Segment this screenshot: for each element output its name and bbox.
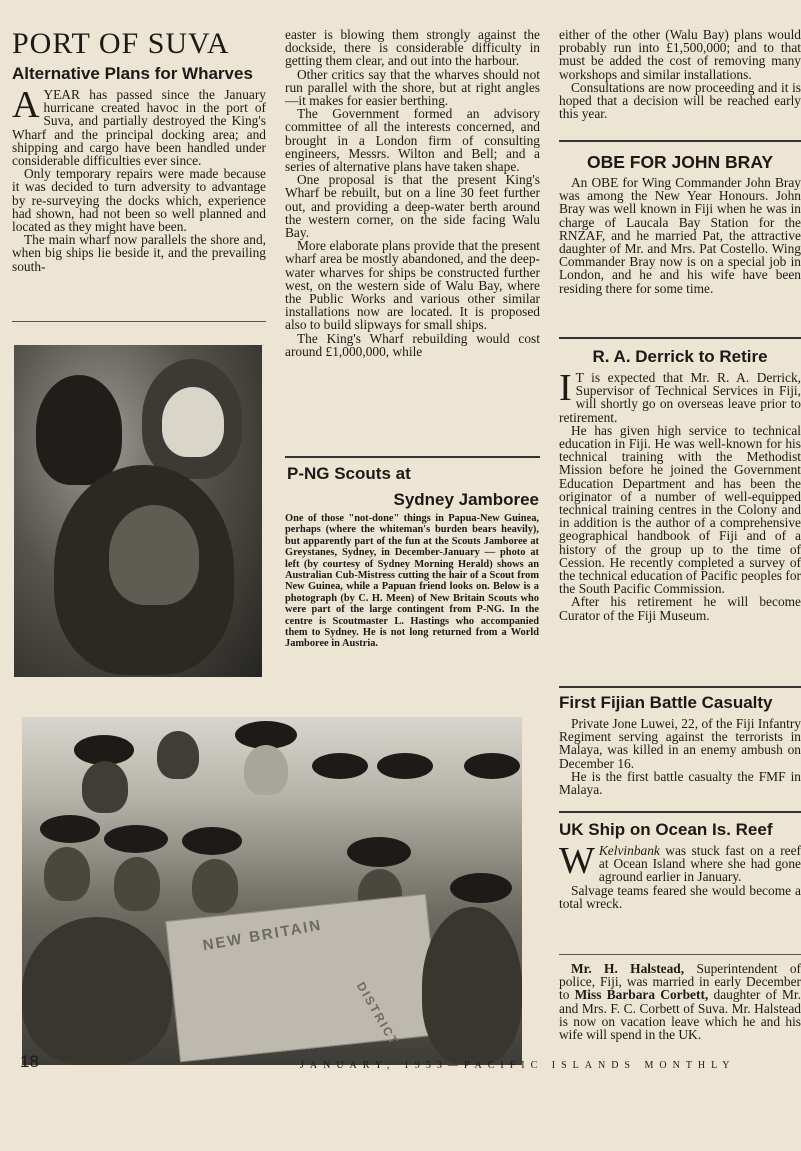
halstead-name: Mr. H. Halstead,: [571, 961, 685, 976]
scout-hat: [450, 873, 512, 903]
suva-paragraph-2: Only temporary repairs were made because it was decided to turn adversity to advantage by re-surveying the docks which, experience had shown, had not been so well planned and located as they might have been.: [12, 166, 266, 235]
section-divider: [559, 811, 801, 813]
section-divider: [285, 456, 540, 458]
scout-figure: [36, 375, 122, 485]
scouts-left-group: [22, 917, 172, 1065]
ukship-headline: UK Ship on Ocean Is. Reef: [559, 820, 773, 839]
obe-headline: OBE FOR JOHN BRAY: [586, 152, 774, 172]
haircut-photo: [14, 345, 262, 677]
casualty-paragraph-1: Private Jone Luwei, 22, of the Fiji Infantry Regiment serving against the terrorists in Malaya, was killed in an enemy ambush on December 16.: [559, 716, 801, 771]
derrick-dropcap: I: [559, 367, 572, 409]
halstead-paragraph: Mr. H. Halstead, Superintendent of police, Fiji, was married in early December to Miss Barbara Corbett, daughter of Mr. and Mrs. F. C. Corbett of Suva. Mr. Halstead is now on vacation leave which he and his wife will spend in the UK.: [559, 961, 801, 1043]
ukship-paragraph-2: Salvage teams feared she would become a total wreck.: [559, 882, 801, 911]
suva-paragraph-6: The Government formed an advisory committee of all the interests concerned, and brought in a London firm of consulting engineers, Messrs. Wilton and Bell; and a series of alternative plans have taken shape.: [285, 106, 540, 175]
suva-paragraph-8: More elaborate plans provide that the present wharf area be mostly abandoned, and the deep-water wharves for ships be constructed further west, on the western side of Walu Bay, where the Public Works and various other similar installations now are located. It is proposed also to build slipways for small ships.: [285, 238, 540, 333]
ukship-article: [559, 820, 801, 910]
obe-article: [559, 152, 801, 295]
scouts-headline-line2: Sydney Jamboree: [393, 490, 539, 509]
scouts-headline: [287, 464, 539, 510]
flag-lettering-2: DISTRICT: [353, 979, 402, 1049]
suva-paragraph-7: One proposal is that the present King's Wharf be rebuilt, but on a line 30 feet further out, and providing a deep-water berth around the western corner, on the side facing Walu Bay.: [285, 172, 540, 241]
scout-face: [82, 761, 128, 813]
ship-name: Kelvinbank: [598, 843, 660, 858]
page-title: PORT OF SUVA: [12, 27, 230, 60]
derrick-headline: R. A. Derrick to Retire: [592, 347, 768, 366]
ukship-paragraph-1: W Kelvinbank was stuck fast on a reef at Ocean Island where she had gone aground earlier in January.: [559, 840, 801, 885]
obe-body: An OBE for Wing Commander John Bray was among the New Year Honours. John Bray was well known in Fiji when he was in charge of Laucala Bay Station for the RNZAF, and he married Pat, the attractive daughter of Mr. and Mrs. Pat Costello. Wing Commander Bray now is on a special job in London, and he and his wife have been residing there for some time.: [559, 175, 801, 296]
section-divider: [559, 337, 801, 339]
section-divider: [559, 954, 801, 955]
scoutmaster-face: [244, 745, 288, 795]
scouts-right-group: [422, 907, 522, 1065]
derrick-paragraph-3: After his retirement he will become Curator of the Fiji Museum.: [559, 594, 801, 623]
scout-face: [114, 857, 160, 911]
scouts-headline-line1: P-NG Scouts at: [287, 464, 411, 483]
casualty-paragraph-2: He is the first battle casualty the FMF in Malaya.: [559, 768, 801, 798]
scout-hat: [312, 753, 368, 779]
casualty-headline: First Fijian Battle Casualty: [559, 693, 773, 712]
scout-hat: [377, 753, 433, 779]
face-highlight: [162, 387, 224, 457]
suva-paragraph-10: either of the other (Walu Bay) plans would probably run into £1,500,000; and to that must be added the cost of removing many workshops and similar installations.: [559, 27, 801, 82]
suva-headline: Alternative Plans for Wharves: [12, 64, 253, 83]
scouts-photo-caption: One of those "not-done" things in Papua-New Guinea, perhaps (where the whiteman's burden bears heavily), but apparently part of the fun at the Scouts Jamboree at Greystanes, Sydney, in December-January — photo at left (by courtesy of Sydney Morning Herald) shows an Australian Cub-Mistress cutting the hair of a Scout from New Guinea, while a Papuan friend looks on. Below is a photograph (by C. H. Meen) of New Britain Scouts who were part of the large contingent from P-NG. In the centre is Scoutmaster L. Hastings who accompanied them to Sydney. He is not long returned from a World Jamboree in Austria.: [285, 513, 539, 650]
scout-face: [44, 847, 90, 901]
suva-paragraph-3: The main wharf now parallels the shore and, when big ships lie beside it, and the prevailing south-: [12, 232, 266, 274]
scout-hat: [464, 753, 520, 779]
flag-lettering: NEW BRITAIN: [201, 916, 324, 955]
derrick-article: [559, 347, 801, 622]
section-divider: [559, 140, 801, 142]
suva-paragraph-11: Consultations are now proceeding and it is hoped that a decision will be reached early this year.: [559, 79, 801, 122]
scout-hat: [104, 825, 168, 853]
scout-hat: [182, 827, 242, 855]
scout-face: [157, 731, 199, 779]
suva-paragraph-5: Other critics say that the wharves should not run parallel with the shore, but at right angles—it makes for easier berthing.: [285, 66, 540, 109]
derrick-paragraph-1: I T is expected that Mr. R. A. Derrick, Supervisor of Technical Services in Fiji, will shortly go on overseas leave prior to retirement.: [559, 367, 801, 425]
scout-face: [192, 859, 238, 913]
suva-article-col2: [285, 28, 540, 358]
scouts-group-photo: [22, 717, 522, 1065]
halstead-notice: [559, 962, 801, 1041]
derrick-paragraph-2: He has given high service to technical education in Fiji. He was well-known for his technical training with the Methodist Mission before he joined the Government Education Department and has been the originator of a number of well-equipped technical training centres in the Colony and in addition is the author of a comprehensive geographical handbook of Fiji and of a history of the group up to the time of Cession. He recently completed a survey of the technical education of Pacific peoples for the South Pacific Commission.: [559, 422, 801, 597]
suva-paragraph-9: The King's Wharf rebuilding would cost around £1,000,000, while: [285, 330, 540, 359]
page-footer: [0, 1052, 801, 1082]
suva-article-col1: [12, 64, 266, 273]
section-divider: [559, 686, 801, 688]
scout-hat: [347, 837, 411, 867]
column-divider: [12, 321, 266, 322]
bride-name: Miss Barbara Corbett,: [574, 987, 709, 1003]
page-number: 18: [20, 1052, 39, 1071]
casualty-article: [559, 693, 801, 796]
suva-dropcap: A: [12, 84, 40, 126]
suva-article-col3: [559, 28, 801, 120]
suva-paragraph-4: easter is blowing them strongly against the dockside, there is considerable difficulty in getting them clear, and out into the harbour.: [285, 27, 540, 69]
scout-hat: [40, 815, 100, 843]
issue-line: JANUARY, 1953—PACIFIC ISLANDS MONTHLY: [300, 1060, 736, 1071]
suva-paragraph-1: AYEAR has passed since the January hurricane created havoc in the port of Suva, and partially destroyed the King's Wharf and the principal docking area; and shipping and cargo have been handled under considerable difficulties ever since.: [12, 84, 266, 169]
ukship-dropcap: W: [559, 840, 595, 882]
scout-face: [109, 505, 199, 605]
